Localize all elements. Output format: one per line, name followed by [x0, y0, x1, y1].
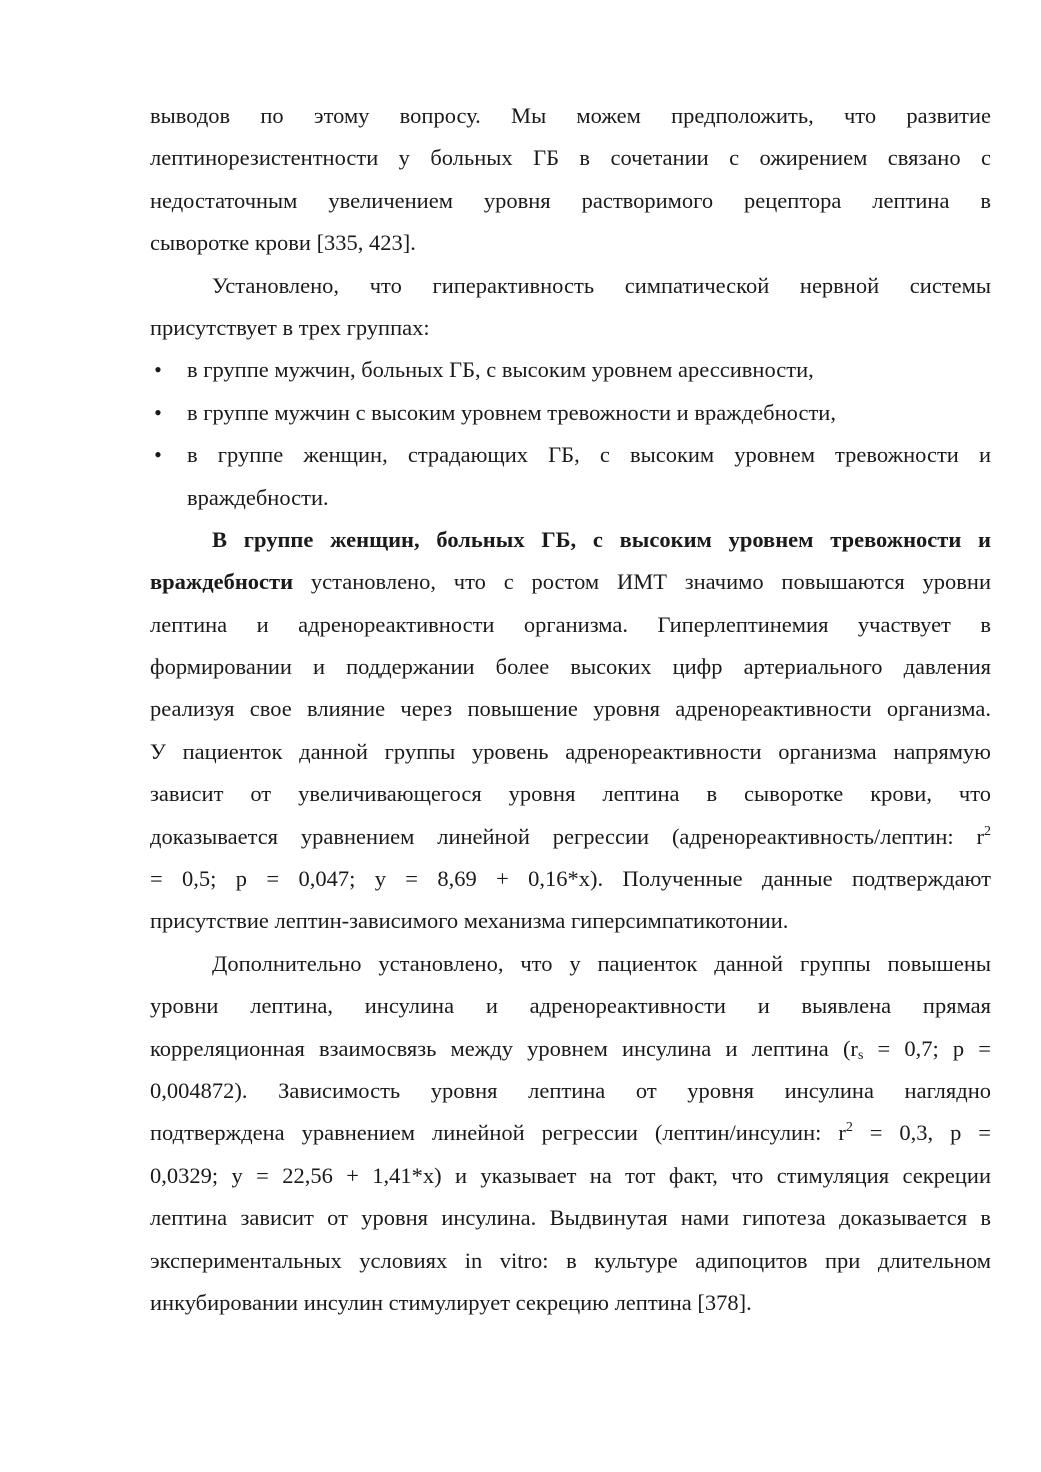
paragraph-line: экспериментальных условиях in vitro: в культуре адипоцитов при длительном [150, 1247, 991, 1273]
bullet-icon: • [154, 399, 162, 425]
bullet-icon: • [154, 357, 162, 383]
superscript: 2 [845, 1120, 853, 1136]
paragraph-text: доказывается уравнением линейной регрессии (адренореактивность/лептин: r [150, 823, 984, 849]
paragraph-line: 0,0329; y = 22,56 + 1,41*х) и указывает на тот факт, что стимуляция секреции [150, 1162, 991, 1188]
paragraph-line: лептина зависит от уровня инсулина. Выдвинутая нами гипотеза доказывается в [150, 1205, 991, 1231]
list-item-text: в группе мужчин, больных ГБ, с высоким уровнем арессивности, [187, 357, 814, 383]
paragraph-line: Установлено, что гиперактивность симпатической нервной системы [212, 272, 991, 298]
list-item [150, 349, 991, 391]
paragraph-line: 0,004872). Зависимость уровня лептина от уровня инсулина наглядно [150, 1077, 991, 1103]
paragraph-line: зависит от увеличивающегося уровня лептина в сыворотке крови, что [150, 781, 991, 807]
paragraph-text: корреляционная взаимосвязь между уровнем инсулина и лептина (r [150, 1035, 858, 1061]
paragraph-line: недостаточным увеличением уровня растворимого рецептора лептина в [150, 187, 991, 213]
list-item-text: в группе мужчин с высоким уровнем тревожности и враждебности, [187, 399, 836, 425]
body-text [150, 95, 991, 1324]
paragraph-line: выводов по этому вопросу. Мы можем предположить, что развитие [150, 103, 991, 128]
paragraph-line: инкубировании инсулин стимулирует секрецию лептина [378]. [150, 1289, 752, 1315]
paragraph-line [150, 1112, 991, 1154]
list-item-text: в группе женщин, страдающих ГБ, с высоким уровнем тревожности и [187, 442, 991, 468]
paragraph-line: лептина и адренореактивности организма. Гиперлептинемия участвует в [150, 611, 991, 637]
paragraph-line [150, 1028, 991, 1070]
paragraph-line: уровни лептина, инсулина и адренореактивности и выявлена прямая [150, 993, 991, 1019]
list-item-continuation: враждебности. [187, 484, 329, 510]
paragraph-text: = 0,3, р = [852, 1120, 991, 1146]
bold-paragraph-line: В группе женщин, больных ГБ, с высоким уровнем тревожности и [212, 526, 991, 552]
bullet-icon: • [154, 442, 162, 468]
paragraph-text: = 0,7; р = [863, 1035, 991, 1061]
paragraph-line: реализуя свое влияние через повышение уровня адренореактивности организма. [150, 696, 991, 722]
paragraph-line: Дополнительно установлено, что у пациенток данной группы повышены [212, 950, 991, 976]
paragraph-text: установлено, что с ростом ИМТ значимо повышаются уровни [293, 569, 991, 595]
paragraph-line: лептинорезистентности у больных ГБ в сочетании с ожирением связано с [150, 145, 991, 171]
paragraph-line [150, 561, 991, 603]
paragraph-text: подтверждена уравнением линейной регрессии (лептин/инсулин: r [150, 1120, 846, 1146]
paragraph-line: присутствует в трех группах: [150, 314, 430, 340]
paragraph-line [150, 816, 991, 858]
paragraph-line: У пациенток данной группы уровень адренореактивности организма напрямую [150, 738, 991, 764]
paragraph-line: присутствие лептин-зависимого механизма гиперсимпатикотонии. [150, 908, 789, 934]
paragraph-line: формировании и поддержании более высоких цифр артериального давления [150, 654, 991, 680]
paragraph-line: = 0,5; р = 0,047; y = 8,69 + 0,16*х). Полученные данные подтверждают [150, 866, 991, 892]
list-item [150, 392, 991, 434]
list-item [150, 434, 991, 476]
superscript: 2 [984, 823, 991, 839]
bold-term: враждебности [150, 569, 294, 595]
subscript: s [857, 1047, 864, 1063]
paragraph-line: сыворотке крови [335, 423]. [150, 230, 416, 256]
